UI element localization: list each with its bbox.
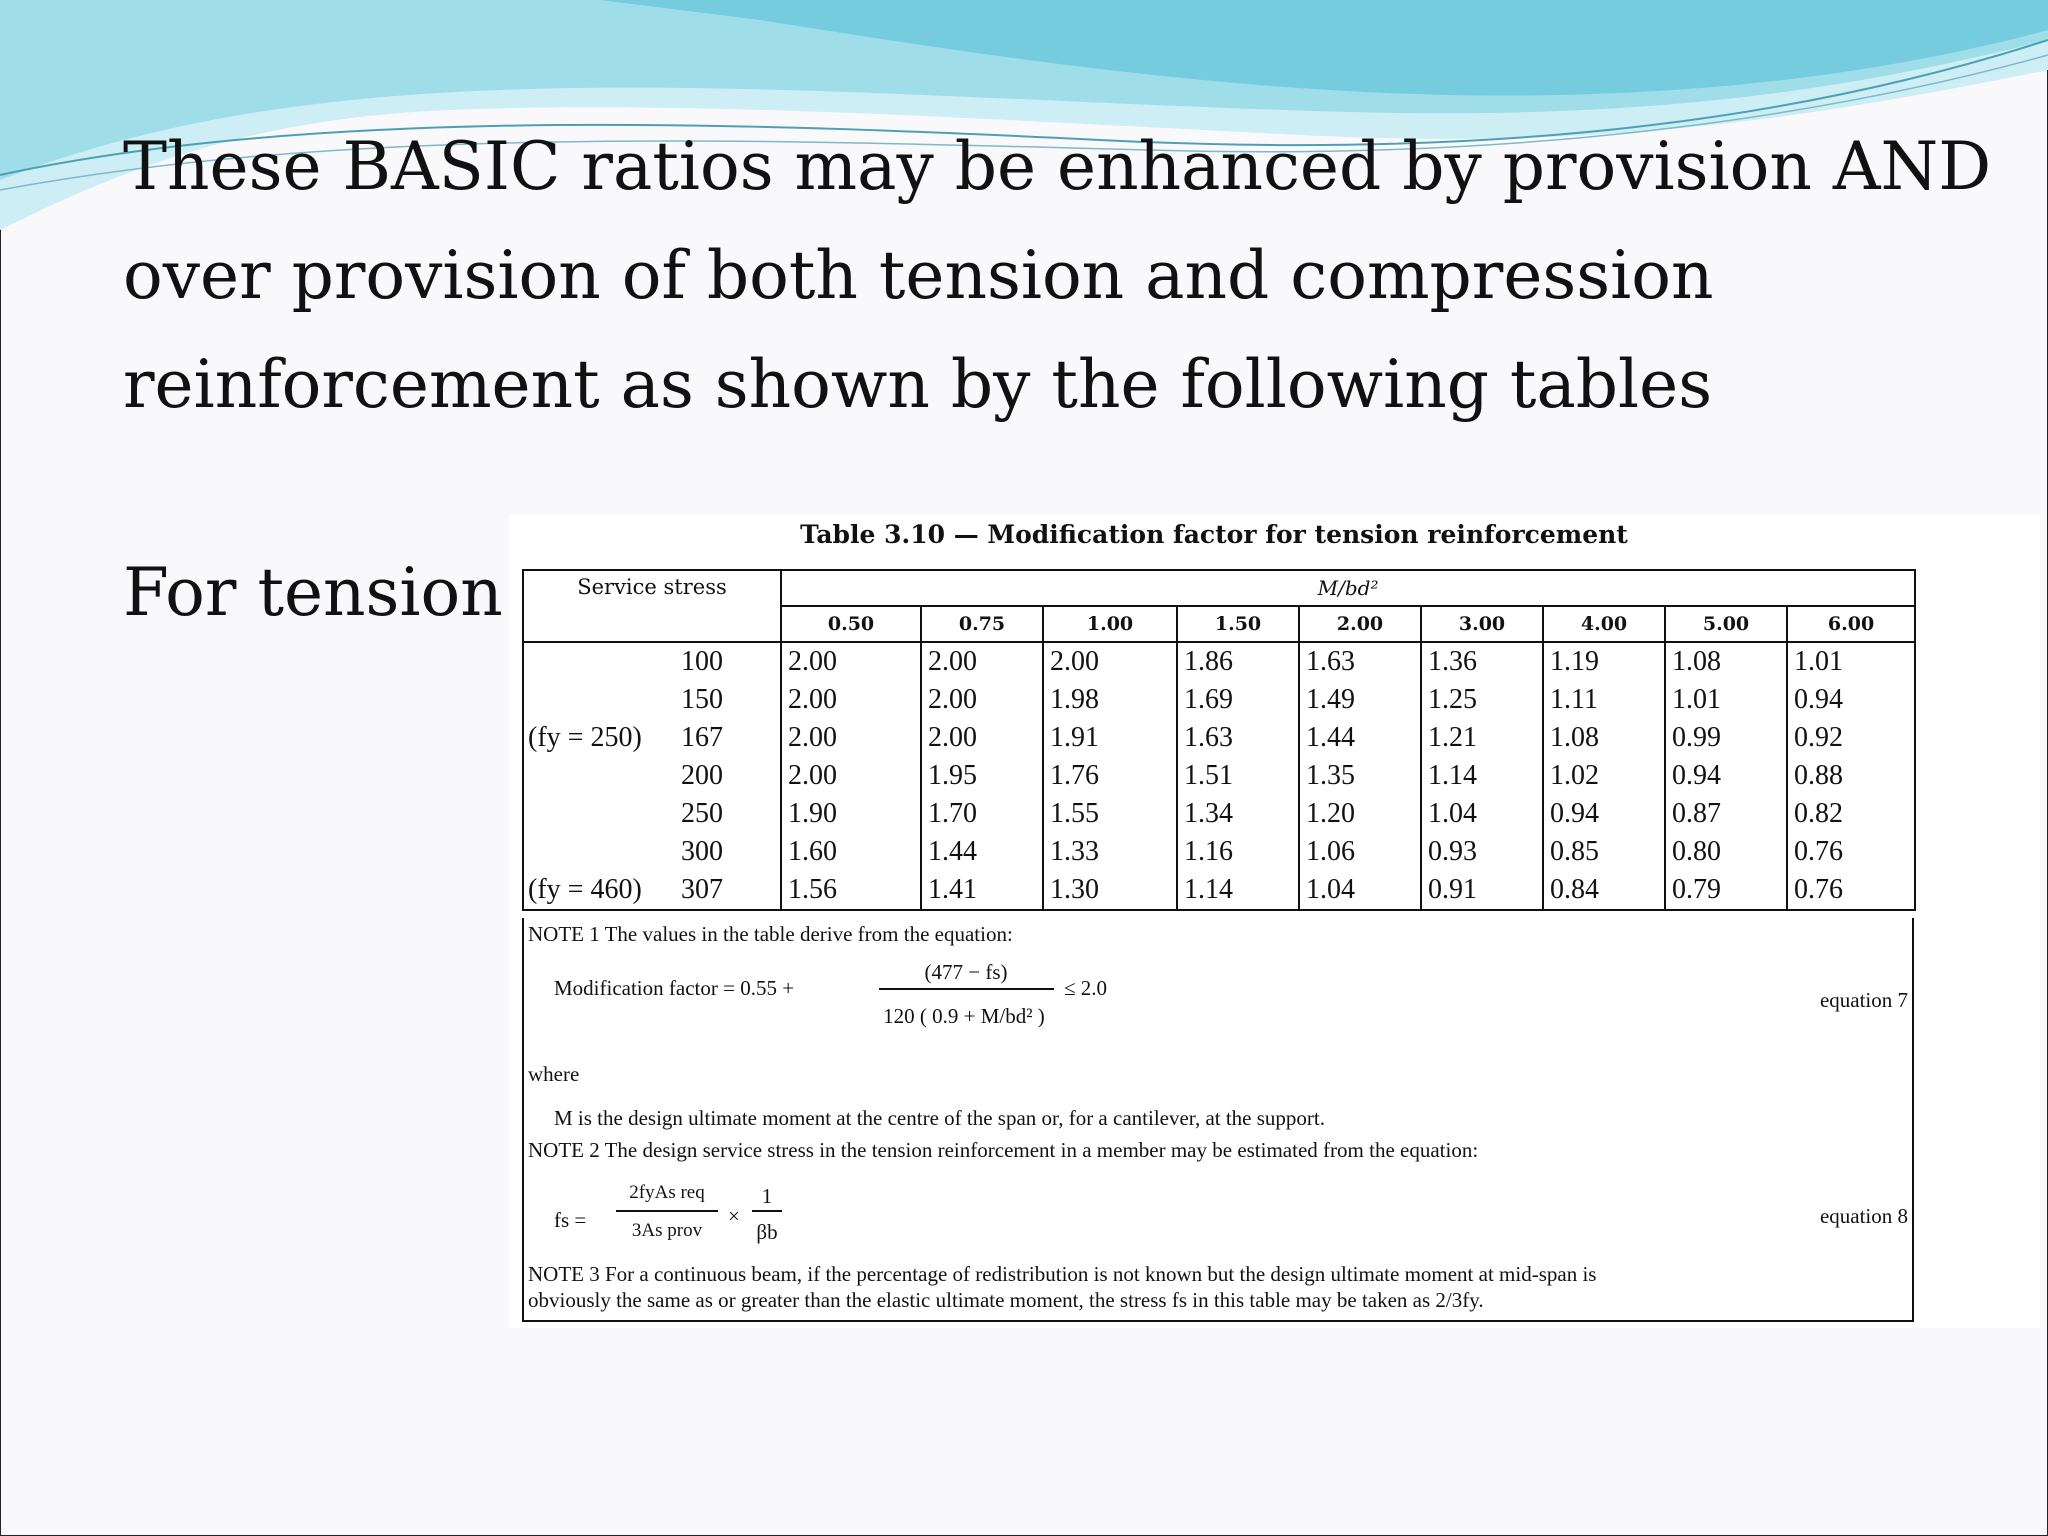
factor-cell: 1.16 (1177, 833, 1299, 871)
factor-cell: 2.00 (781, 757, 921, 795)
factor-cell: 0.76 (1787, 833, 1915, 871)
factor-cell: 0.76 (1787, 871, 1915, 910)
factor-cell: 1.14 (1177, 871, 1299, 910)
factor-cell: 1.08 (1665, 642, 1787, 681)
equation-7-label: equation 7 (1819, 988, 1908, 1012)
equation-7-lhs: Modification factor = 0.55 + (554, 976, 795, 1000)
service-stress-cell (523, 757, 781, 795)
factor-cell: 1.08 (1543, 719, 1665, 757)
factor-cell: 1.36 (1421, 642, 1543, 681)
service-stress-value: 250 (681, 798, 723, 829)
equation-8-numerator-2: 1 (761, 1184, 773, 1208)
factor-cell: 1.91 (1043, 719, 1177, 757)
m-definition: M is the design ultimate moment at the centre of the span or, for a cantilever, at the support. (554, 1106, 1326, 1130)
column-header: 0.75 (921, 606, 1043, 642)
factor-cell: 1.34 (1177, 795, 1299, 833)
equation-8-denominator-2: βb (756, 1220, 778, 1244)
factor-cell: 2.00 (1043, 642, 1177, 681)
factor-cell: 2.00 (921, 642, 1043, 681)
factor-cell: 0.82 (1787, 795, 1915, 833)
column-header: 6.00 (1787, 606, 1915, 642)
factor-cell: 1.35 (1299, 757, 1421, 795)
factor-cell: 0.99 (1665, 719, 1787, 757)
factor-cell: 1.33 (1043, 833, 1177, 871)
equation-7-numerator: (477 − fs) (924, 960, 1008, 984)
table-row (523, 757, 1915, 795)
slide-heading: These BASIC ratios may be enhanced by provision AND over provision of both tension and compression reinforcement as shown by the following tables (123, 128, 1992, 423)
factor-cell: 1.14 (1421, 757, 1543, 795)
note-2: NOTE 2 The design service stress in the tension reinforcement in a member may be estimated from the equation: (528, 1138, 1479, 1162)
factor-cell: 1.04 (1299, 871, 1421, 910)
factor-cell: 0.94 (1665, 757, 1787, 795)
fy-label: (fy = 250) (528, 722, 642, 753)
factor-cell: 1.70 (921, 795, 1043, 833)
equation-8-times: × (728, 1204, 740, 1228)
table-row (523, 795, 1915, 833)
service-stress-cell (523, 871, 781, 910)
table-notes (522, 918, 1914, 1322)
note-1: NOTE 1 The values in the table derive from the equation: (528, 922, 1013, 946)
service-stress-value: 307 (681, 874, 723, 905)
table-row (523, 833, 1915, 871)
service-stress-cell (523, 795, 781, 833)
equation-8-numerator: 2fyAs req (629, 1182, 705, 1203)
service-stress-cell (523, 642, 781, 681)
column-header: 4.00 (1543, 606, 1665, 642)
factor-cell: 1.63 (1299, 642, 1421, 681)
note-3-line-1: NOTE 3 For a continuous beam, if the percentage of redistribution is not known but the design ultimate moment at mid-span is (528, 1262, 1597, 1286)
equation-7-denominator: 120 ( 0.9 + M/bd² ) (883, 1004, 1045, 1028)
for-tension-label: For tension (123, 554, 503, 631)
factor-cell: 1.98 (1043, 681, 1177, 719)
factor-cell: 1.01 (1787, 642, 1915, 681)
factor-cell: 1.95 (921, 757, 1043, 795)
factor-cell: 1.21 (1421, 719, 1543, 757)
factor-cell: 0.94 (1543, 795, 1665, 833)
factor-cell: 1.20 (1299, 795, 1421, 833)
factor-cell: 1.76 (1043, 757, 1177, 795)
service-stress-value: 200 (681, 760, 723, 791)
factor-cell: 0.88 (1787, 757, 1915, 795)
factor-cell: 1.51 (1177, 757, 1299, 795)
factor-cell: 1.44 (921, 833, 1043, 871)
factor-cell: 1.86 (1177, 642, 1299, 681)
column-header: 2.00 (1299, 606, 1421, 642)
equation-8-fraction-bar (616, 1210, 718, 1212)
service-stress-value: 300 (681, 836, 723, 867)
column-header: 1.50 (1177, 606, 1299, 642)
equation-8-fraction-bar-2 (752, 1210, 782, 1212)
factor-cell: 1.01 (1665, 681, 1787, 719)
factor-cell: 1.60 (781, 833, 921, 871)
table-row (523, 719, 1915, 757)
factor-cell: 1.11 (1543, 681, 1665, 719)
where-label: where (528, 1062, 580, 1086)
factor-cell: 0.84 (1543, 871, 1665, 910)
factor-cell: 0.79 (1665, 871, 1787, 910)
factor-cell: 1.69 (1177, 681, 1299, 719)
factor-cell: 1.25 (1421, 681, 1543, 719)
factor-cell: 0.94 (1787, 681, 1915, 719)
table-row (523, 871, 1915, 910)
column-header: 3.00 (1421, 606, 1543, 642)
factor-cell: 1.55 (1043, 795, 1177, 833)
factor-cell: 1.02 (1543, 757, 1665, 795)
factor-cell: 1.30 (1043, 871, 1177, 910)
factor-cell: 0.93 (1421, 833, 1543, 871)
factor-cell: 0.85 (1543, 833, 1665, 871)
factor-cell: 2.00 (921, 719, 1043, 757)
service-stress-value: 100 (681, 646, 723, 677)
table-row (523, 642, 1915, 681)
service-stress-cell (523, 719, 781, 757)
factor-cell: 1.06 (1299, 833, 1421, 871)
equation-8-lhs: fs = (554, 1208, 587, 1232)
mbd2-group-header: M/bd² (781, 570, 1915, 606)
column-header: 0.50 (781, 606, 921, 642)
factor-cell: 1.41 (921, 871, 1043, 910)
service-stress-value: 167 (681, 722, 723, 753)
factor-cell: 1.90 (781, 795, 921, 833)
factor-cell: 2.00 (781, 642, 921, 681)
equation-8-label: equation 8 (1819, 1204, 1908, 1228)
factor-cell: 1.63 (1177, 719, 1299, 757)
factor-cell: 0.92 (1787, 719, 1915, 757)
service-stress-header: Service stress (523, 570, 781, 642)
equation-8-denominator: 3As prov (631, 1220, 703, 1241)
fy-label: (fy = 460) (528, 874, 642, 905)
factor-cell: 0.87 (1665, 795, 1787, 833)
service-stress-value: 150 (681, 684, 723, 715)
factor-cell: 2.00 (781, 719, 921, 757)
factor-cell: 1.49 (1299, 681, 1421, 719)
column-header: 1.00 (1043, 606, 1177, 642)
column-header: 5.00 (1665, 606, 1787, 642)
modification-factor-table-figure (509, 514, 2040, 1328)
service-stress-cell (523, 681, 781, 719)
table-caption: Table 3.10 — Modification factor for tension reinforcement (800, 520, 1628, 549)
factor-cell: 1.44 (1299, 719, 1421, 757)
equation-7-rhs: ≤ 2.0 (1064, 976, 1108, 1000)
factor-cell: 1.19 (1543, 642, 1665, 681)
factor-cell: 2.00 (781, 681, 921, 719)
modification-factor-table (522, 569, 1916, 911)
factor-cell: 0.91 (1421, 871, 1543, 910)
equation-7-fraction-bar (879, 988, 1054, 990)
service-stress-cell (523, 833, 781, 871)
factor-cell: 1.56 (781, 871, 921, 910)
note-3-line-2: obviously the same as or greater than the elastic ultimate moment, the stress fs in this table may be taken as 2/3fy. (528, 1288, 1484, 1312)
table-row (523, 681, 1915, 719)
factor-cell: 2.00 (921, 681, 1043, 719)
factor-cell: 1.04 (1421, 795, 1543, 833)
factor-cell: 0.80 (1665, 833, 1787, 871)
table-body (523, 642, 1915, 910)
